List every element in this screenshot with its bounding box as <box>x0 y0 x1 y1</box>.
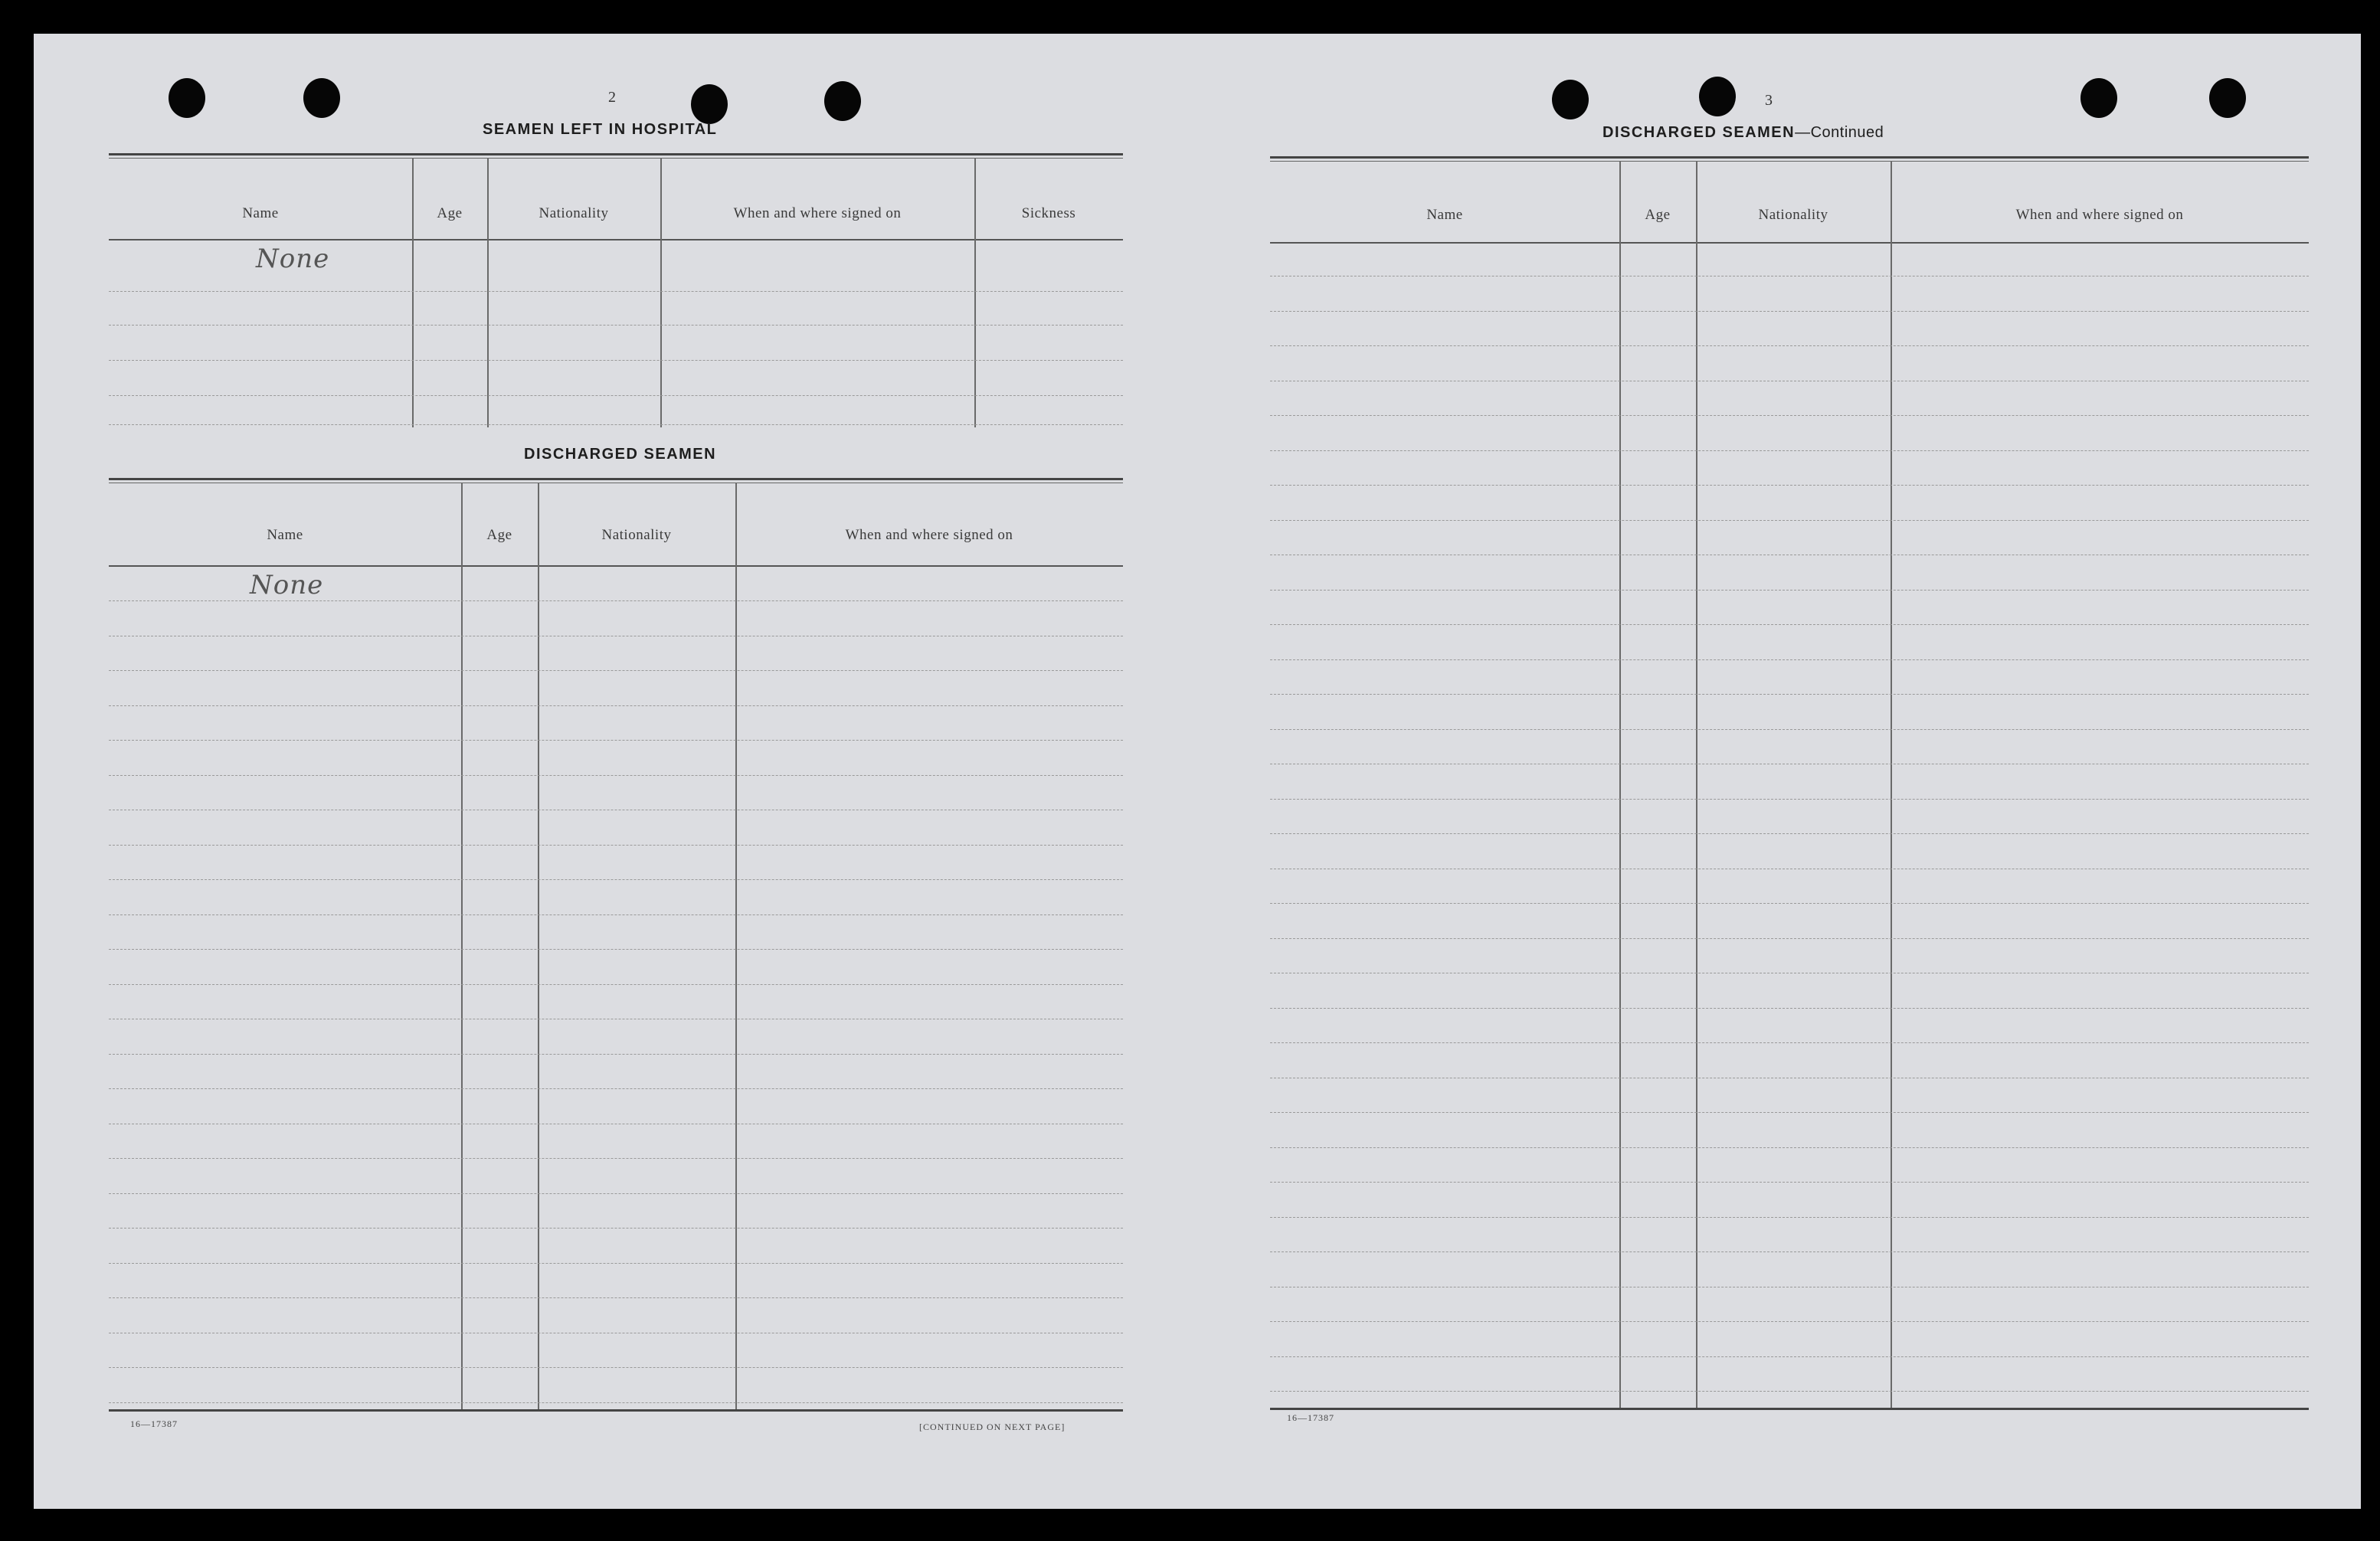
row-rule <box>109 949 1123 950</box>
header-rule <box>1270 242 2309 244</box>
row-rule <box>109 1263 1123 1264</box>
row-rule <box>1270 311 2309 312</box>
table-bottom-rule <box>109 1409 1123 1412</box>
row-rule <box>109 775 1123 776</box>
handwritten-entry: None <box>250 570 324 600</box>
column-header-nationality: Nationality <box>1758 207 1828 223</box>
column-header-name: Name <box>242 205 279 221</box>
table-top-rule <box>1270 161 2309 162</box>
row-rule <box>109 705 1123 706</box>
punch-hole <box>1552 80 1589 119</box>
row-rule <box>109 360 1123 361</box>
column-divider <box>660 158 662 427</box>
row-rule <box>1270 833 2309 834</box>
row-rule <box>1270 1182 2309 1183</box>
column-divider <box>461 483 463 1411</box>
column-divider <box>412 158 414 427</box>
row-rule <box>109 1193 1123 1194</box>
column-header-name: Name <box>1426 207 1463 223</box>
column-header-signed-on: When and where signed on <box>2015 207 2184 223</box>
table-top-rule <box>109 153 1123 155</box>
table-top-rule <box>109 478 1123 480</box>
punch-hole <box>303 78 340 118</box>
continued-note: [CONTINUED ON NEXT PAGE] <box>919 1422 1066 1432</box>
table-top-rule <box>1270 156 2309 159</box>
row-rule <box>1270 903 2309 904</box>
document-sheet <box>34 34 2361 1509</box>
title-main: DISCHARGED SEAMEN <box>1602 124 1796 141</box>
row-rule <box>1270 1251 2309 1252</box>
row-rule <box>109 1402 1123 1403</box>
punch-hole <box>169 78 205 118</box>
column-header-name: Name <box>267 527 303 543</box>
row-rule <box>109 845 1123 846</box>
row-rule <box>109 740 1123 741</box>
column-divider <box>1696 161 1697 1409</box>
column-header-age: Age <box>1645 207 1671 223</box>
column-header-signed-on: When and where signed on <box>845 527 1013 543</box>
row-rule <box>109 1367 1123 1368</box>
row-rule <box>1270 590 2309 591</box>
discharged-table-left <box>109 478 1123 1458</box>
title-suffix: —Continued <box>1795 124 1884 141</box>
row-rule <box>1270 1217 2309 1218</box>
table-top-rule <box>109 158 1123 159</box>
column-divider <box>1891 161 1892 1409</box>
row-rule <box>1270 1391 2309 1392</box>
column-header-signed-on: When and where signed on <box>733 205 902 221</box>
column-header-age: Age <box>486 527 512 543</box>
handwritten-entry: None <box>256 244 330 274</box>
column-divider <box>735 483 737 1411</box>
row-rule <box>1270 729 2309 730</box>
row-rule <box>1270 799 2309 800</box>
row-rule <box>1270 1147 2309 1148</box>
row-rule <box>1270 520 2309 521</box>
punch-hole <box>2209 78 2246 118</box>
row-rule <box>109 1088 1123 1089</box>
row-rule <box>109 670 1123 671</box>
form-number-left: 16—17387 <box>130 1418 178 1429</box>
row-rule <box>109 291 1123 292</box>
row-rule <box>109 600 1123 601</box>
row-rule <box>1270 659 2309 660</box>
column-divider <box>487 158 489 427</box>
row-rule <box>1270 938 2309 939</box>
header-rule <box>109 239 1123 240</box>
row-rule <box>1270 450 2309 451</box>
column-header-nationality: Nationality <box>601 527 672 543</box>
column-header-sickness: Sickness <box>1021 205 1076 221</box>
column-header-nationality: Nationality <box>539 205 609 221</box>
column-header-age: Age <box>437 205 463 221</box>
row-rule <box>1270 345 2309 346</box>
discharged-continued-title <box>1602 124 1884 142</box>
table-bottom-rule <box>1270 1408 2309 1410</box>
page-number-left: 2 <box>608 89 616 106</box>
header-rule <box>109 565 1123 567</box>
row-rule <box>1270 1008 2309 1009</box>
row-rule <box>109 914 1123 915</box>
row-rule <box>109 984 1123 985</box>
row-rule <box>1270 1112 2309 1113</box>
row-rule <box>109 395 1123 396</box>
row-rule <box>1270 1042 2309 1043</box>
row-rule <box>109 325 1123 326</box>
row-rule <box>109 424 1123 425</box>
page-number-right: 3 <box>1765 92 1773 109</box>
hospital-table <box>109 153 1123 460</box>
row-rule <box>1270 694 2309 695</box>
row-rule <box>1270 624 2309 625</box>
form-number-right: 16—17387 <box>1287 1412 1334 1423</box>
column-divider <box>538 483 539 1411</box>
discharged-table-right <box>1270 156 2309 1443</box>
row-rule <box>1270 1321 2309 1322</box>
row-rule <box>109 1228 1123 1229</box>
row-rule <box>1270 1356 2309 1357</box>
row-rule <box>109 1297 1123 1298</box>
row-rule <box>109 879 1123 880</box>
punch-hole <box>824 81 861 121</box>
row-rule <box>109 1158 1123 1159</box>
row-rule <box>1270 485 2309 486</box>
row-rule <box>1270 415 2309 416</box>
punch-hole <box>1699 77 1736 116</box>
punch-hole <box>691 84 728 124</box>
hospital-section-title: SEAMEN LEFT IN HOSPITAL <box>483 121 718 138</box>
row-rule <box>109 1054 1123 1055</box>
discharged-section-title: DISCHARGED SEAMEN <box>524 446 717 463</box>
column-divider <box>1619 161 1621 1409</box>
punch-hole <box>2080 78 2117 118</box>
column-divider <box>974 158 976 427</box>
